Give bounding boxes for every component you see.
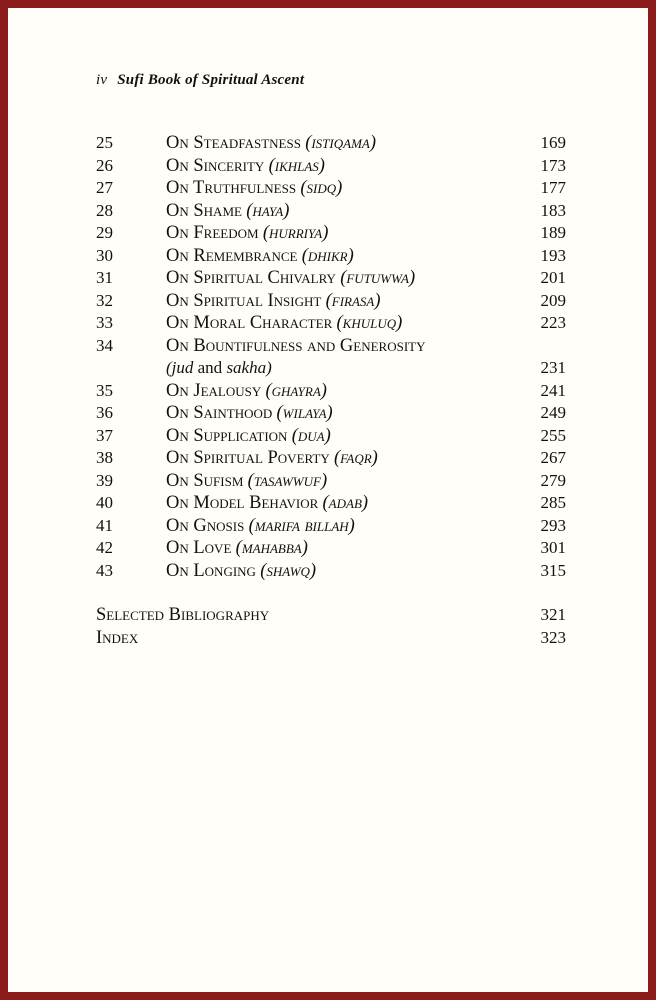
back-matter-section (96, 605, 566, 650)
chapter-title: On Spiritual Chivalry (futuwwa) (166, 268, 416, 288)
toc-entry (96, 448, 566, 471)
chapter-number: 28 (96, 200, 113, 220)
chapter-number: 25 (96, 133, 113, 152)
folio-number: iv (96, 72, 108, 88)
chapter-page-number: 169 (540, 133, 566, 152)
chapter-number: 38 (96, 448, 113, 467)
chapter-page-number: 255 (540, 425, 566, 445)
chapter-title: On Supplication (dua) (166, 425, 331, 446)
toc-entry (96, 133, 566, 156)
chapter-number: 41 (96, 515, 113, 535)
toc-entry (96, 403, 566, 426)
chapter-page-number: 209 (540, 290, 566, 310)
chapter-page-number: 223 (540, 313, 566, 332)
chapter-page-number: 315 (540, 560, 566, 580)
chapter-title: On Gnosis (marifa billah) (166, 515, 355, 536)
toc-entry (96, 291, 566, 314)
chapter-page-number: 285 (540, 493, 566, 512)
toc-entry (96, 336, 566, 381)
book-page (8, 8, 648, 992)
chapter-title: On Steadfastness (istiqama) (166, 133, 376, 153)
chapter-number: 29 (96, 223, 113, 242)
chapter-title: On Sufism (tasawwuf) (166, 470, 328, 491)
book-title: Sufi Book of Spiritual Ascent (117, 72, 305, 88)
chapter-title-continuation: (jud and sakha) (166, 358, 272, 377)
toc-entry (96, 381, 566, 404)
chapter-number: 42 (96, 538, 113, 557)
toc-entry (96, 493, 566, 516)
chapter-page-number: 193 (540, 245, 566, 265)
chapter-title: On Sincerity (ikhlas) (166, 155, 325, 176)
chapter-title: On Freedom (hurriya) (166, 223, 329, 243)
chapter-title: On Bountifulness and Generosity (166, 335, 426, 356)
chapter-number: 30 (96, 245, 113, 265)
toc-entry-bibliography (96, 605, 566, 628)
toc-entry (96, 156, 566, 179)
chapter-page-number: 189 (540, 223, 566, 242)
chapter-number: 36 (96, 403, 113, 422)
chapter-number: 35 (96, 380, 113, 400)
toc-entry (96, 561, 566, 584)
chapter-page-number: 183 (540, 200, 566, 220)
toc-entry (96, 201, 566, 224)
toc-entry (96, 313, 566, 336)
toc-entry (96, 471, 566, 494)
toc-entry-index (96, 628, 566, 651)
chapter-page-number: 301 (540, 538, 566, 557)
toc-entry (96, 178, 566, 201)
chapter-title: On Truthfulness (sidq) (166, 178, 343, 198)
chapter-number: 32 (96, 290, 113, 310)
table-of-contents (96, 133, 566, 650)
bibliography-label: Selected Bibliography (96, 605, 270, 625)
index-page-number: 323 (540, 627, 566, 647)
toc-entry (96, 268, 566, 291)
chapter-number: 40 (96, 493, 113, 512)
toc-entry (96, 538, 566, 561)
chapter-page-number: 293 (540, 515, 566, 535)
chapter-number: 31 (96, 268, 113, 287)
chapter-number: 39 (96, 470, 113, 490)
chapter-page-number: 173 (540, 155, 566, 175)
chapter-page-number: 201 (540, 268, 566, 287)
index-label: Index (96, 627, 139, 648)
chapter-page-number: 279 (540, 470, 566, 490)
toc-entry (96, 223, 566, 246)
running-head (96, 72, 304, 89)
chapter-title: On Model Behavior (adab) (166, 493, 369, 513)
chapter-title: On Love (mahabba) (166, 538, 308, 558)
chapter-page-number: 177 (540, 178, 566, 197)
chapter-number: 27 (96, 178, 113, 197)
bibliography-page-number: 321 (540, 605, 566, 624)
chapter-page-number: 231 (540, 358, 566, 377)
chapter-number: 33 (96, 313, 113, 332)
toc-entry (96, 516, 566, 539)
chapter-title: On Moral Character (khuluq) (166, 313, 403, 333)
chapter-title: On Longing (shawq) (166, 560, 317, 581)
chapter-title: On Spiritual Poverty (faqr) (166, 448, 378, 468)
chapter-title: On Sainthood (wilaya) (166, 403, 333, 423)
chapter-title: On Remembrance (dhikr) (166, 245, 354, 266)
toc-entry (96, 246, 566, 269)
chapter-page-number: 249 (540, 403, 566, 422)
chapter-number: 26 (96, 155, 113, 175)
toc-entry (96, 426, 566, 449)
chapter-title: On Shame (haya) (166, 200, 290, 221)
chapter-number: 34 (96, 335, 113, 355)
chapter-number: 37 (96, 425, 113, 445)
chapter-page-number: 267 (540, 448, 566, 467)
chapter-title: On Jealousy (ghayra) (166, 380, 327, 401)
chapter-title: On Spiritual Insight (firasa) (166, 290, 381, 311)
chapter-page-number: 241 (540, 380, 566, 400)
chapter-number: 43 (96, 560, 113, 580)
